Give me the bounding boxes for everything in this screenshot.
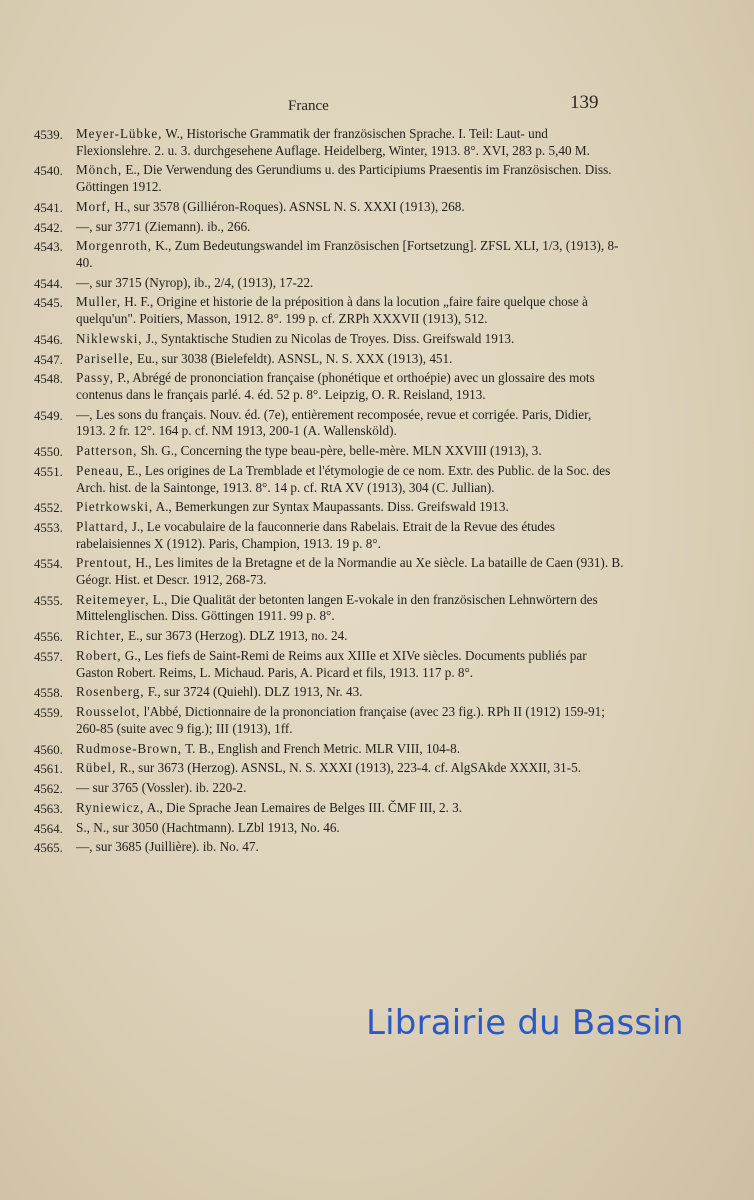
bibliography-entry <box>30 499 624 516</box>
entry-body: l'Abbé, Dictionnaire de la prononciation française (avec 23 fig.). RPh II (1912) 159-91; 260-85 (suite avec 9 fig.); III (1913), 1ff. <box>76 704 605 736</box>
entry-body: H., sur 3578 (Gilliéron-Roques). ASNSL N. S. XXXI (1913), 268. <box>110 198 465 214</box>
bibliography-entry <box>30 370 624 403</box>
bibliography-entry <box>30 219 624 236</box>
entry-author: Mönch, <box>76 162 123 178</box>
bibliography-entry <box>30 820 624 837</box>
entry-text <box>76 238 624 271</box>
entry-number: 4558. <box>34 686 63 701</box>
bibliography-entry <box>30 199 624 216</box>
entry-text <box>76 820 624 837</box>
bibliography-entry <box>30 684 624 701</box>
entry-body: J., Le vocabulaire de la fauconnerie dans Rabelais. Etrait de la Revue des études rabelaisiennes X (1912). Paris, Champion, 1913. 19 p. 8°. <box>76 519 556 551</box>
entry-body: —, sur 3771 (Ziemann). ib., 266. <box>76 218 251 234</box>
bibliography-entry <box>30 294 624 327</box>
bibliography-entry <box>30 800 624 817</box>
entry-text <box>76 275 624 292</box>
entry-body: R., sur 3673 (Herzog). ASNSL, N. S. XXXI (1913), 223-4. cf. AlgSAkde XXXII, 31-5. <box>116 760 582 776</box>
bibliography-entry <box>30 463 624 496</box>
entry-author: Rudmose-Brown, <box>76 740 183 756</box>
entry-text <box>76 199 624 216</box>
entry-number: 4543. <box>34 240 63 255</box>
bibliography-entry <box>30 275 624 292</box>
entry-author: Peneau, <box>76 462 124 478</box>
bibliography-entry <box>30 443 624 460</box>
entry-text <box>76 162 624 195</box>
bibliography-entry <box>30 628 624 645</box>
entry-author: Rosenberg, <box>76 684 145 700</box>
bibliography-entry <box>30 741 624 758</box>
entry-number: 4564. <box>34 821 63 836</box>
entry-text <box>76 800 624 817</box>
entry-body: P., Abrégé de prononciation française (phonétique et orthoépie) avec un glossaire des mots contenus dans le français parlé. 4. éd. 52 p. 8°. Leipzig, O. R. Reisland, 1913. <box>76 370 595 402</box>
entry-author: Reitemeyer, <box>76 591 150 607</box>
bibliography-entry <box>30 162 624 195</box>
entry-text <box>76 592 624 625</box>
entry-body: S., N., sur 3050 (Hachtmann). LZbl 1913, No. 46. <box>76 819 340 835</box>
entry-body: Eu., sur 3038 (Bielefeldt). ASNSL, N. S. XXX (1913), 451. <box>133 350 453 366</box>
entry-number: 4565. <box>34 841 63 856</box>
entry-number: 4544. <box>34 276 63 291</box>
entry-text <box>76 628 624 645</box>
entry-text <box>76 648 624 681</box>
entry-text <box>76 555 624 588</box>
entry-number: 4542. <box>34 220 63 235</box>
entry-number: 4548. <box>34 372 63 387</box>
entry-author: Pariselle, <box>76 350 134 366</box>
running-title: France <box>288 98 329 114</box>
entry-number: 4549. <box>34 408 63 423</box>
entry-body: E., Les origines de La Tremblade et l'étymologie de ce nom. Extr. des Public. de la Soc. des Arch. hist. de la Saintonge, 1913. 8°. 14 p. cf. RtA XV (1913), 304 (C. Jullian). <box>76 462 611 495</box>
entry-body: K., Zum Bedeutungswandel im Französischen [Fortsetzung]. ZFSL XLI, 1/3, (1913), 8-40. <box>76 238 619 270</box>
entry-text <box>76 463 624 496</box>
entry-text <box>76 499 624 516</box>
entry-text <box>76 407 624 440</box>
entry-body: —, Les sons du français. Nouv. éd. (7e), entièrement recomposée, revue et corrigée. Paris, Didier, 1913. 2 fr. 12°. 164 p. cf. NM 1913, 200-1 (A. Wallensköld). <box>76 406 592 439</box>
bibliography-entry <box>30 519 624 552</box>
entry-author: Passy, <box>76 370 114 386</box>
entry-body: T. B., English and French Metric. MLR VIII, 104-8. <box>182 740 461 756</box>
entry-body: E., sur 3673 (Herzog). DLZ 1913, no. 24. <box>124 628 348 644</box>
entry-number: 4539. <box>34 128 63 142</box>
entry-number: 4557. <box>34 650 63 664</box>
bibliography-entry <box>30 839 624 856</box>
entry-number: 4556. <box>34 630 63 645</box>
entry-body: L., Die Qualität der betonten langen E-vokale in den französischen Lehnwörtern des Mittelenglischen. Diss. Göttingen 1911. 99 p. 8°. <box>76 591 598 624</box>
entry-text <box>76 704 624 737</box>
entry-body: —, sur 3715 (Nyrop), ib., 2/4, (1913), 17-22. <box>76 274 314 290</box>
entry-number: 4552. <box>34 501 63 516</box>
entry-number: 4551. <box>34 464 63 479</box>
entry-number: 4554. <box>34 557 63 572</box>
entry-author: Ryniewicz, <box>76 799 145 815</box>
page-number: 139 <box>570 92 599 113</box>
entry-number: 4550. <box>34 445 63 460</box>
entry-text <box>76 370 624 403</box>
entry-author: Robert, <box>76 648 122 663</box>
entry-text <box>76 126 624 159</box>
entry-number: 4562. <box>34 782 63 797</box>
entry-number: 4559. <box>34 706 63 721</box>
entry-text <box>76 839 624 856</box>
entry-author: Meyer-Lübke, <box>76 126 163 141</box>
bibliography-entry <box>30 555 624 588</box>
entry-number: 4555. <box>34 593 63 608</box>
entry-body: E., Die Verwendung des Gerundiums u. des Participiums Praesentis im Französischen. Diss. Göttingen 1912. <box>76 162 612 194</box>
bibliography-list <box>30 126 624 859</box>
entry-author: Richter, <box>76 628 125 644</box>
entry-body: W., Historische Grammatik der französischen Sprache. I. Teil: Laut- und Flexionslehre. 2. u. 3. durchgesehene Auflage. Heidelberg, Winter, 1913. 8°. XVI, 283 p. 5,40 M. <box>76 126 590 158</box>
bibliography-entry <box>30 704 624 737</box>
entry-number: 4540. <box>34 164 63 179</box>
entry-body: H., Les limites de la Bretagne et de la Normandie au Xe siècle. La bataille de Caen (931). B. Géogr. Hist. et Descr. 1912, 268-73. <box>76 555 624 588</box>
entry-author: Prentout, <box>76 555 133 571</box>
bibliography-entry <box>30 126 624 159</box>
bibliography-entry <box>30 331 624 348</box>
entry-number: 4563. <box>34 801 63 816</box>
bibliography-entry <box>30 780 624 797</box>
entry-author: Muller, <box>76 294 121 310</box>
bibliography-entry <box>30 238 624 271</box>
entry-text <box>76 760 624 777</box>
entry-body: A., Die Sprache Jean Lemaires de Belges III. ČMF III, 2. 3. <box>144 799 463 815</box>
entry-text <box>76 684 624 701</box>
entry-text <box>76 443 624 460</box>
entry-number: 4561. <box>34 762 63 777</box>
entry-number: 4553. <box>34 521 63 536</box>
entry-body: —, sur 3685 (Juillière). ib. No. 47. <box>76 839 259 855</box>
entry-author: Pietrkowski, <box>76 499 154 515</box>
running-head <box>0 92 754 120</box>
entry-author: Rübel, <box>76 760 117 776</box>
entry-number: 4545. <box>34 296 63 311</box>
entry-number: 4560. <box>34 742 63 757</box>
entry-text <box>76 351 624 368</box>
entry-number: 4546. <box>34 332 63 347</box>
entry-author: Rousselot, <box>76 704 141 720</box>
entry-author: Morgenroth, <box>76 238 152 254</box>
entry-author: Morf, <box>76 198 111 214</box>
entry-author: Patterson, <box>76 443 138 459</box>
bibliography-entry <box>30 407 624 440</box>
entry-text <box>76 219 624 236</box>
entry-text <box>76 331 624 348</box>
entry-text <box>76 519 624 552</box>
entry-text <box>76 741 624 758</box>
entry-author: Plattard, <box>76 519 129 535</box>
entry-body: H. F., Origine et historie de la préposition à dans la locution „faire faire quelque chose à quelqu'un". Poitiers, Masson, 1912. 8°. 199 p. cf. ZRPh XXXVII (1913), 512. <box>76 294 588 327</box>
bibliography-entry <box>30 648 624 681</box>
entry-author: Niklewski, <box>76 330 143 346</box>
entry-body: G., Les fiefs de Saint-Remi de Reims aux XIIIe et XIVe siècles. Documents publiés par Gaston Robert. Reims, L. Michaud. Paris, A. Picard et fils, 1913. 117 p. 8°. <box>76 648 587 680</box>
entry-text <box>76 294 624 327</box>
watermark: Librairie du Bassin <box>366 1003 684 1043</box>
bibliography-entry <box>30 592 624 625</box>
entry-body: — sur 3765 (Vossler). ib. 220-2. <box>76 780 247 796</box>
entry-number: 4541. <box>34 200 63 215</box>
bibliography-entry <box>30 351 624 368</box>
entry-body: Sh. G., Concerning the type beau-père, belle-mère. MLN XXVIII (1913), 3. <box>137 443 542 459</box>
bibliography-entry <box>30 760 624 777</box>
entry-body: F., sur 3724 (Quiehl). DLZ 1913, Nr. 43. <box>144 684 363 700</box>
entry-body: A., Bemerkungen zur Syntax Maupassants. Diss. Greifswald 1913. <box>153 499 509 515</box>
entry-body: J., Syntaktische Studien zu Nicolas de Troyes. Diss. Greifswald 1913. <box>142 330 515 346</box>
entry-number: 4547. <box>34 352 63 367</box>
entry-text <box>76 780 624 797</box>
